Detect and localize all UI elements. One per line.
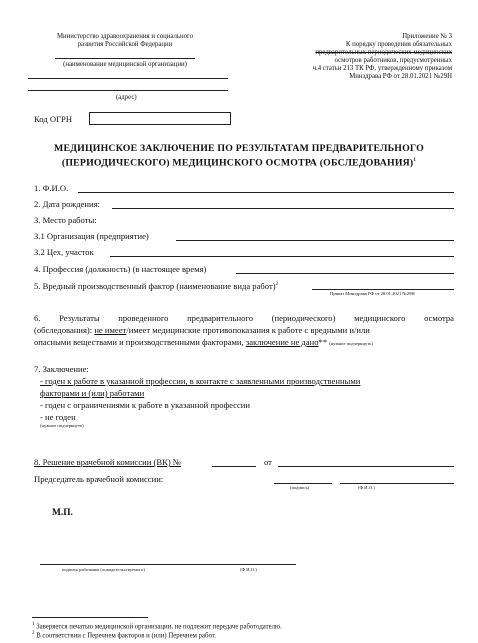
ogrn-label: Код ОГРН — [34, 114, 73, 124]
org-name-caption: (наименование медицинской организации) — [63, 61, 187, 68]
hazard-order-note: Приказ Минздрава РФ от 28.01.2021 №29Н — [330, 291, 415, 296]
commission-date-field[interactable] — [278, 466, 454, 467]
conclusion-fit-restricted[interactable]: - годен с ограничениями к работе в указанной профессии — [40, 400, 251, 410]
chairman-label: Председатель врачебной комиссии: — [34, 474, 164, 484]
chairman-fio-caption: (Ф.И.О.) — [358, 485, 375, 490]
conclusion-note: (нужное подчеркнуть) — [40, 423, 84, 428]
doc-title-line-2: (ПЕРИОДИЧЕСКОГО) МЕДИЦИНСКОГО ОСМОТРА (ОБСЛЕДОВАНИЯ)$^1$ — [61, 157, 417, 169]
footnote-1: $^1$ Заверяется печатью медицинской организации, не подлежит передаче работодателю. — [32, 622, 282, 631]
ministry-line-1: Министерство здравоохранения и социального — [56, 33, 194, 40]
chairman-signature-caption: (подпись) — [290, 485, 310, 490]
shop-label: 3.2 Цех, участок — [34, 247, 94, 257]
org-name-line — [55, 58, 195, 59]
address-caption: (адрес) — [116, 94, 137, 101]
results-line-3: опасными веществами и производственными факторами, заключение не дано** (нужное подчеркнуть) — [34, 337, 373, 347]
employee-signature-line[interactable] — [40, 564, 296, 565]
organization-field[interactable] — [176, 240, 454, 241]
chairman-signature-field[interactable] — [274, 483, 332, 484]
organization-label: 3.1 Организация (предприятие) — [34, 231, 149, 241]
chairman-fio-field[interactable] — [340, 483, 454, 484]
birth-date-field[interactable] — [112, 208, 454, 209]
hazard-factor-label: 5. Вредный производственный фактор (наименование вида работ)$^2$ — [34, 280, 279, 291]
conclusion-fit-line-2[interactable]: факторами и (или) работами — [40, 388, 145, 398]
commission-decision-label: 8. Решение врачебной комиссии (ВК) № — [34, 457, 182, 467]
fio-field[interactable] — [78, 192, 454, 193]
appendix-line-1: К порядку проведения обязательных — [345, 41, 452, 48]
hazard-factor-field[interactable] — [312, 289, 454, 290]
appendix-line-5: Минздрава РФ от 28.01.2021 №29Н — [349, 73, 452, 80]
commission-date-label: от — [264, 457, 272, 467]
option-no-contraindications[interactable]: не имеет — [94, 325, 127, 335]
option-no-conclusion[interactable]: заключение не дано — [245, 337, 319, 347]
results-line-2: (обследования): не имеет/имеет медицинские противопоказания к работе с вредными и/или — [34, 325, 370, 335]
appendix-line-2: предварительных периодических медицинских — [315, 49, 452, 56]
ministry-line-2: развития Российской Федерации — [77, 41, 173, 48]
stamp-place: М.П. — [52, 508, 73, 518]
results-line-1: 6. Результаты проведенного предварительного (периодического) медицинского осмотра — [34, 313, 454, 323]
footnote-2: $^2$ В соответствии с Перечнем факторов и (или) Перечнем работ. — [32, 631, 216, 640]
conclusion-fit-line-1[interactable]: - годен к работе в указанной профессии, в контакте с заявленными производственными — [40, 376, 361, 386]
shop-field[interactable] — [110, 256, 454, 257]
address-line-2 — [28, 90, 228, 91]
profession-field[interactable] — [236, 273, 454, 274]
footnote-separator — [32, 617, 148, 618]
conclusion-unfit[interactable]: - не годен — [40, 412, 76, 422]
doc-title-line-1: МЕДИЦИНСКОЕ ЗАКЛЮЧЕНИЕ ПО РЕЗУЛЬТАТАМ ПРЕДВАРИТЕЛЬНОГО — [54, 143, 424, 154]
appendix-line-4: ч.4 статьи 213 ТК РФ, утвержденному приказом — [312, 65, 452, 72]
appendix-number: Приложение № 3 — [402, 33, 452, 40]
fio-label: 1. Ф.И.О. — [34, 183, 69, 193]
birth-date-label: 2. Дата рождения: — [34, 199, 100, 209]
employee-fio-caption: (Ф.И.О.) — [240, 567, 257, 572]
conclusion-heading: 7. Заключение: — [34, 364, 89, 374]
address-line-1 — [28, 78, 228, 79]
ogrn-box[interactable] — [89, 112, 231, 125]
commission-number-field[interactable] — [212, 466, 256, 467]
profession-label: 4. Профессия (должность) (в настоящее время) — [34, 264, 207, 274]
workplace-label: 3. Место работы: — [34, 215, 97, 225]
appendix-line-3: осмотров работников, предусмотренных — [334, 57, 452, 64]
employee-signature-caption: подпись работника (освидетельствуемого) — [62, 567, 145, 572]
